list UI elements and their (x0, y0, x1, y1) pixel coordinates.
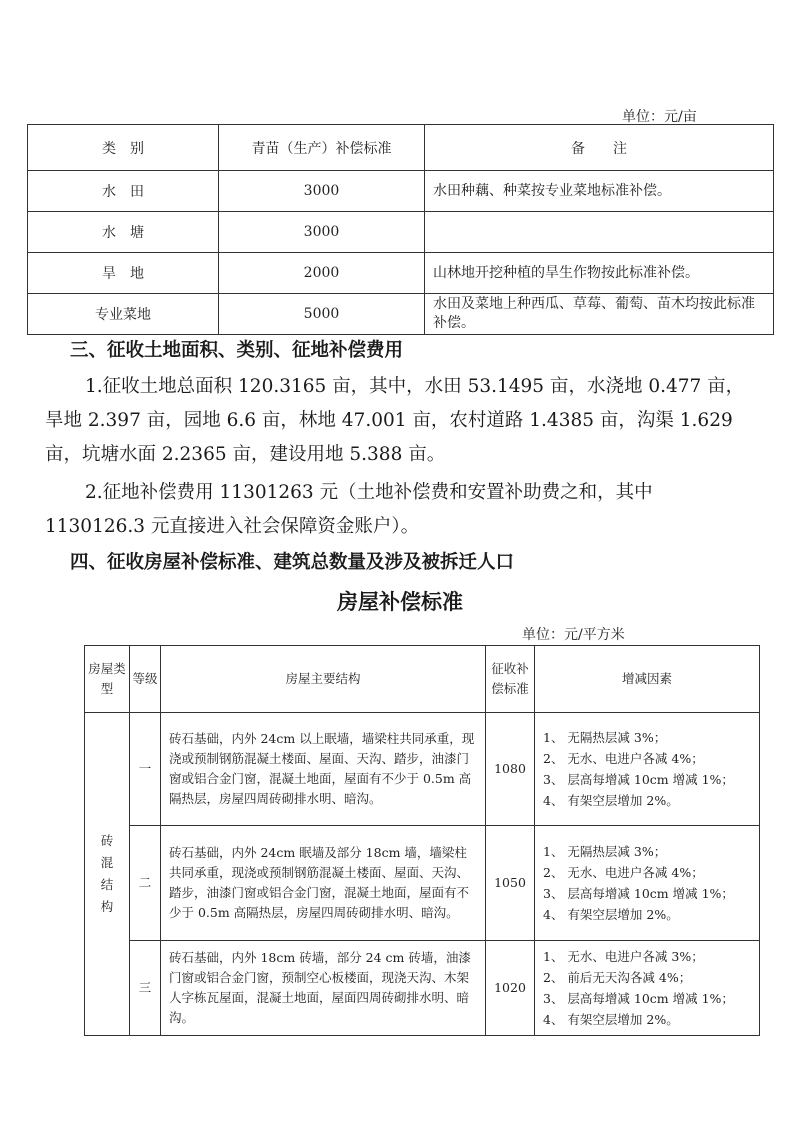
factor-item: 4、 有架空层增加 2%。 (543, 793, 679, 808)
cell-standard: 3000 (219, 171, 425, 212)
table-row (85, 713, 760, 826)
table-row (28, 212, 774, 253)
factor-item: 2、 无水、电进户各减 4%； (543, 751, 704, 766)
header-note: 备 注 (425, 125, 774, 171)
factor-item: 2、 无水、电进户各减 4%； (543, 865, 704, 880)
cell-house-type (85, 713, 130, 1036)
section-4-heading: 四、征收房屋补偿标准、建筑总数量及涉及被拆迁人口 (70, 552, 515, 573)
cell-grade: 一 (130, 713, 161, 826)
cell-standard: 1020 (486, 941, 535, 1036)
cell-note (425, 212, 774, 253)
cell-grade: 三 (130, 941, 161, 1036)
cell-standard: 1050 (486, 826, 535, 941)
cell-note: 水田及菜地上种西瓜、草莓、葡萄、苗木均按此标准补偿。 (425, 294, 774, 335)
table-row (85, 826, 760, 941)
house-table-title: 房屋补偿标准 (337, 589, 463, 614)
cell-structure: 砖石基础，内外 24cm 眠墙及部分 18cm 墙，墙梁柱共同承重，现浇或预制钢筋混凝土楼面、屋面、天沟、踏步，油漆门窗或铝合金门窗，混凝土地面，屋面有不少于 0.5m 高隔热层，房屋四周砖砌排水明、暗沟。 (161, 826, 486, 941)
land-area-paragraph: 1.征收土地总面积 120.3165 亩，其中，水田 53.1495 亩，水浇地 0.477 亩，旱地 2.397 亩，园地 6.6 亩，林地 47.001 亩，农村道路 1.4385 亩，沟渠 1.629 亩，坑塘水面 2.2365 亩，建设用地 5.388 亩。 (45, 376, 745, 465)
table-row (85, 941, 760, 1036)
cell-standard: 3000 (219, 212, 425, 253)
house-type-label: 砖 混 结 构 (100, 833, 114, 914)
table-header-row (28, 125, 774, 171)
cell-category: 旱 地 (28, 253, 219, 294)
factor-item: 3、 层高每增减 10cm 增减 1%； (543, 772, 734, 787)
table-row (28, 171, 774, 212)
cell-factors (535, 941, 760, 1036)
factor-item: 1、 无水、电进户各减 3%； (543, 949, 704, 964)
cell-structure: 砖石基础，内外 24cm 以上眠墙，墙梁柱共同承重，现浇或预制钢筋混凝土楼面、屋面、天沟、踏步，油漆门窗或铝合金门窗，混凝土地面，屋面有不少于 0.5m 高隔热层，房屋四周砖砌排水明、暗沟。 (161, 713, 486, 826)
cell-category: 水 田 (28, 171, 219, 212)
section-3-heading: 三、征收土地面积、类别、征地补偿费用 (70, 340, 404, 361)
header-standard: 征收补偿标准 (486, 646, 535, 713)
factor-item: 1、 无隔热层减 3%； (543, 730, 667, 745)
header-standard: 青苗（生产）补偿标准 (219, 125, 425, 171)
table-header-row (85, 646, 760, 713)
cell-category: 专业菜地 (28, 294, 219, 335)
cell-grade: 二 (130, 826, 161, 941)
factor-item: 4、 有架空层增加 2%。 (543, 1012, 679, 1027)
factor-item: 1、 无隔热层减 3%； (543, 844, 667, 859)
compensation-fee-paragraph: 2.征地补偿费用 11301263 元（土地补偿费和安置补助费之和，其中 1130126.3 元直接进入社会保障资金账户）。 (45, 482, 653, 537)
cell-factors (535, 826, 760, 941)
cell-standard: 5000 (219, 294, 425, 335)
cell-structure: 砖石基础，内外 18cm 砖墙，部分 24 cm 砖墙，油漆门窗或铝合金门窗，预制空心板楼面，现浇天沟、木架人字栋瓦屋面，混凝土地面，屋面四周砖砌排水明、暗沟。 (161, 941, 486, 1036)
factor-item: 3、 层高每增减 10cm 增减 1%； (543, 991, 734, 1006)
cell-category: 水 塘 (28, 212, 219, 253)
table-row (28, 253, 774, 294)
factor-item: 4、 有架空层增加 2%。 (543, 907, 679, 922)
cell-factors (535, 713, 760, 826)
cell-standard: 1080 (486, 713, 535, 826)
factor-item: 3、 层高每增减 10cm 增减 1%； (543, 886, 734, 901)
cell-note: 山林地开挖种植的旱生作物按此标准补偿。 (425, 253, 774, 294)
header-structure: 房屋主要结构 (161, 646, 486, 713)
house-compensation-table (84, 645, 760, 1036)
unit-label-top: 单位：元/亩 (622, 109, 697, 125)
cell-standard: 2000 (219, 253, 425, 294)
header-factors: 增减因素 (535, 646, 760, 713)
cell-note: 水田种藕、种菜按专业菜地标准补偿。 (425, 171, 774, 212)
unit-label-house: 单位：元/平方米 (522, 627, 625, 643)
table-row (28, 294, 774, 335)
crop-compensation-table (27, 124, 774, 335)
factor-item: 2、 前后无天沟各减 4%； (543, 970, 692, 985)
header-house-type: 房屋类型 (85, 646, 130, 713)
header-category: 类 别 (28, 125, 219, 171)
header-grade: 等级 (130, 646, 161, 713)
